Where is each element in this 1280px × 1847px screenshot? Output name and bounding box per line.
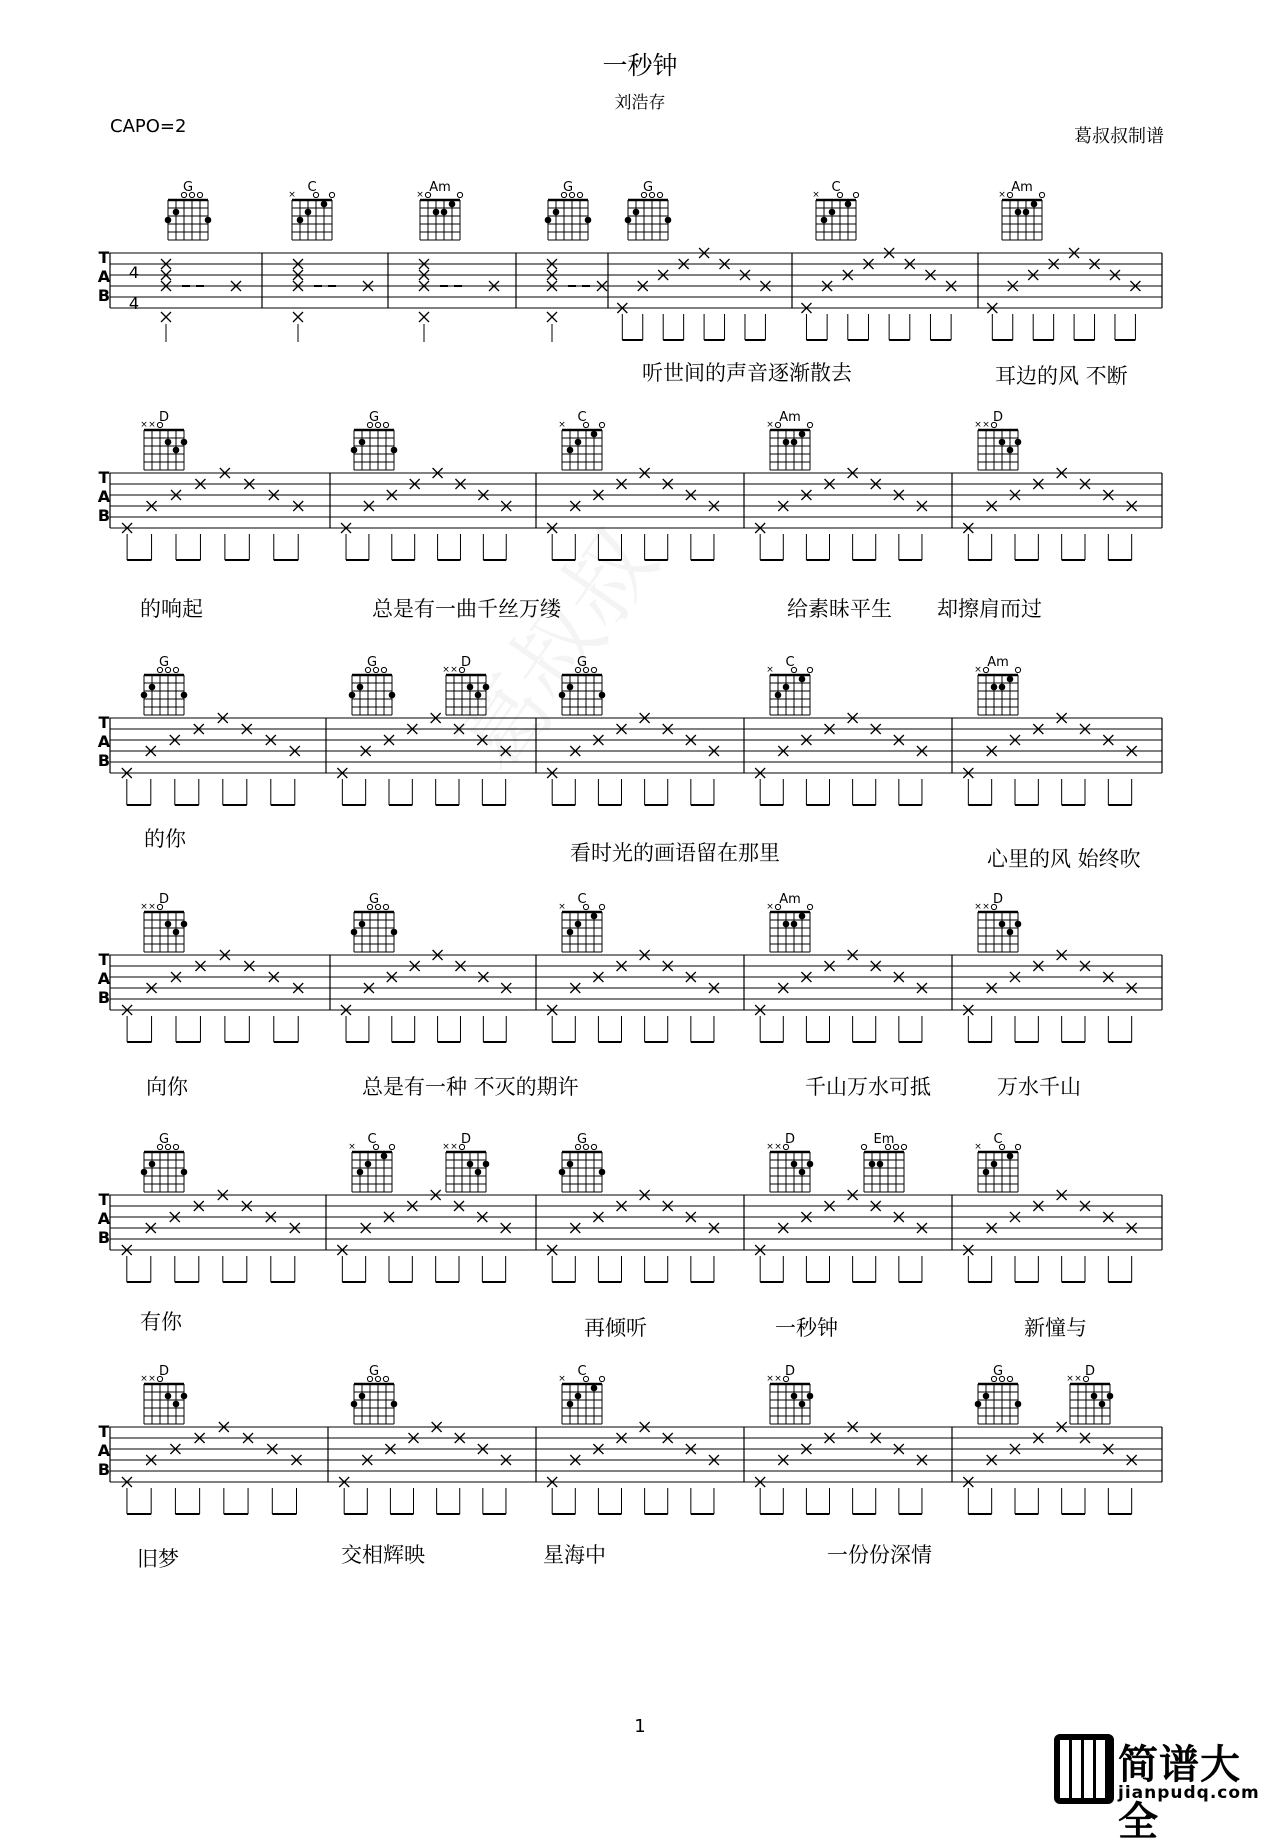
chord-open-mark bbox=[901, 1144, 906, 1149]
chord-finger-dot bbox=[181, 692, 188, 699]
tab-clef-letter: A bbox=[97, 1441, 111, 1460]
chord-finger-dot bbox=[467, 684, 474, 691]
chord-finger-dot bbox=[205, 217, 212, 224]
chord-finger-dot bbox=[791, 439, 798, 446]
chord-mute-mark: × bbox=[982, 420, 990, 430]
chord-finger-dot bbox=[1015, 1401, 1022, 1408]
logo-text: 简谱大全 bbox=[1118, 1742, 1241, 1845]
chord-open-mark bbox=[577, 192, 582, 197]
chord-finger-dot bbox=[591, 913, 598, 920]
chord-mute-mark: × bbox=[288, 190, 296, 200]
chord-name: D bbox=[992, 410, 1004, 425]
chord-finger-dot bbox=[149, 684, 156, 691]
chord-name: D bbox=[1084, 1364, 1096, 1379]
tab-clef-letter: A bbox=[97, 267, 111, 286]
chord-open-mark bbox=[383, 1376, 388, 1381]
lyric-line: 总是有一曲千丝万缕 bbox=[372, 597, 561, 621]
chord-finger-dot bbox=[783, 439, 790, 446]
chord-finger-dot bbox=[359, 1393, 366, 1400]
tab-clef-letter: B bbox=[97, 988, 111, 1007]
chord-finger-dot bbox=[783, 684, 790, 691]
chord-finger-dot bbox=[1007, 447, 1014, 454]
chord-finger-dot bbox=[141, 692, 148, 699]
chord-name: G bbox=[576, 1132, 588, 1147]
chord-name: G bbox=[576, 655, 588, 670]
chord-open-mark bbox=[599, 904, 604, 909]
tab-clef-letter: T bbox=[98, 713, 110, 732]
page-number: 1 bbox=[634, 1716, 646, 1737]
lyric-line: 的你 bbox=[144, 827, 186, 851]
chord-finger-dot bbox=[877, 1161, 884, 1168]
chord-finger-dot bbox=[433, 209, 440, 216]
chord-open-mark bbox=[173, 1144, 178, 1149]
chord-open-mark bbox=[197, 192, 202, 197]
chord-finger-dot bbox=[141, 1169, 148, 1176]
chord-open-mark bbox=[807, 667, 812, 672]
lyric-line: 耳边的风 不断 bbox=[995, 364, 1128, 388]
chord-finger-dot bbox=[599, 1169, 606, 1176]
chord-open-mark bbox=[1015, 1144, 1020, 1149]
chord-finger-dot bbox=[807, 1393, 814, 1400]
chord-mute-mark: × bbox=[442, 665, 450, 675]
chord-finger-dot bbox=[791, 1161, 798, 1168]
chord-finger-dot bbox=[181, 1169, 188, 1176]
lyric-line: 再倾听 bbox=[584, 1316, 647, 1340]
chord-finger-dot bbox=[483, 684, 490, 691]
chord-name: C bbox=[577, 410, 587, 425]
chord-finger-dot bbox=[567, 1161, 574, 1168]
lyric-line: 听世间的声音逐渐散去 bbox=[642, 361, 852, 385]
tab-clef-letter: A bbox=[97, 969, 111, 988]
chord-finger-dot bbox=[599, 692, 606, 699]
chord-finger-dot bbox=[575, 921, 582, 928]
chord-finger-dot bbox=[149, 1161, 156, 1168]
chord-finger-dot bbox=[775, 692, 782, 699]
chord-finger-dot bbox=[799, 676, 806, 683]
chord-finger-dot bbox=[391, 929, 398, 936]
chord-open-mark bbox=[457, 192, 462, 197]
chord-name: D bbox=[784, 1132, 796, 1147]
chord-name: Am bbox=[779, 410, 801, 425]
chord-open-mark bbox=[853, 192, 858, 197]
chord-open-mark bbox=[1007, 192, 1012, 197]
tab-clef-letter: T bbox=[98, 1190, 110, 1209]
chord-finger-dot bbox=[585, 217, 592, 224]
tab-clef-letter: T bbox=[98, 468, 110, 487]
chord-open-mark bbox=[591, 667, 596, 672]
chord-finger-dot bbox=[799, 431, 806, 438]
chord-open-mark bbox=[775, 422, 780, 427]
chord-finger-dot bbox=[1007, 676, 1014, 683]
lyric-line: 新憧与 bbox=[1024, 1316, 1087, 1340]
chord-name: Am bbox=[1011, 180, 1033, 195]
chord-name: G bbox=[158, 655, 170, 670]
chord-finger-dot bbox=[553, 209, 560, 216]
chord-mute-mark: × bbox=[766, 1142, 774, 1152]
chord-mute-mark: × bbox=[558, 420, 566, 430]
chord-finger-dot bbox=[391, 1401, 398, 1408]
chord-finger-dot bbox=[791, 921, 798, 928]
tab-clef-letter: B bbox=[97, 506, 111, 525]
chord-open-mark bbox=[383, 422, 388, 427]
chord-finger-dot bbox=[165, 217, 172, 224]
tab-note bbox=[419, 312, 429, 322]
chord-mute-mark: × bbox=[140, 902, 148, 912]
chord-open-mark bbox=[1007, 1376, 1012, 1381]
chord-finger-dot bbox=[365, 1161, 372, 1168]
chord-open-mark bbox=[983, 667, 988, 672]
chord-finger-dot bbox=[165, 921, 172, 928]
chord-open-mark bbox=[1015, 667, 1020, 672]
chord-name: Am bbox=[987, 655, 1009, 670]
lyric-line: 给素昧平生 bbox=[787, 597, 892, 621]
chord-finger-dot bbox=[351, 447, 358, 454]
chord-open-mark bbox=[807, 904, 812, 909]
chord-mute-mark: × bbox=[348, 1142, 356, 1152]
chord-finger-dot bbox=[359, 921, 366, 928]
chord-finger-dot bbox=[799, 913, 806, 920]
chord-finger-dot bbox=[1031, 201, 1038, 208]
chord-finger-dot bbox=[567, 684, 574, 691]
chord-finger-dot bbox=[999, 921, 1006, 928]
chord-finger-dot bbox=[559, 692, 566, 699]
chord-finger-dot bbox=[165, 1393, 172, 1400]
chord-finger-dot bbox=[181, 439, 188, 446]
chord-mute-mark: × bbox=[140, 420, 148, 430]
chord-finger-dot bbox=[391, 447, 398, 454]
logo-url: jianpudq.com bbox=[1118, 1783, 1260, 1803]
chord-finger-dot bbox=[297, 217, 304, 224]
chord-finger-dot bbox=[181, 921, 188, 928]
chord-mute-mark: × bbox=[140, 1374, 148, 1384]
chord-finger-dot bbox=[483, 1161, 490, 1168]
chord-name: C bbox=[831, 180, 841, 195]
lyric-line: 心里的风 始终吹 bbox=[987, 847, 1141, 871]
chord-finger-dot bbox=[545, 217, 552, 224]
chord-name: D bbox=[158, 892, 170, 907]
tab-clef-letter: A bbox=[97, 487, 111, 506]
lyric-line: 千山万水可抵 bbox=[805, 1075, 931, 1099]
chord-finger-dot bbox=[357, 1169, 364, 1176]
chord-finger-dot bbox=[1015, 921, 1022, 928]
chord-finger-dot bbox=[665, 217, 672, 224]
chord-mute-mark: × bbox=[148, 1374, 156, 1384]
chord-finger-dot bbox=[783, 921, 790, 928]
chord-finger-dot bbox=[305, 209, 312, 216]
chord-finger-dot bbox=[475, 1169, 482, 1176]
chord-open-mark bbox=[329, 192, 334, 197]
chord-name: G bbox=[992, 1364, 1004, 1379]
chord-mute-mark: × bbox=[442, 1142, 450, 1152]
chord-mute-mark: × bbox=[774, 1374, 782, 1384]
chord-finger-dot bbox=[389, 692, 396, 699]
chord-finger-dot bbox=[173, 1401, 180, 1408]
chord-finger-dot bbox=[575, 1393, 582, 1400]
chord-finger-dot bbox=[999, 684, 1006, 691]
lyric-line: 旧梦 bbox=[137, 1547, 179, 1571]
chord-name: D bbox=[992, 892, 1004, 907]
song-title: 一秒钟 bbox=[602, 51, 678, 80]
chord-name: Am bbox=[429, 180, 451, 195]
chord-finger-dot bbox=[181, 1393, 188, 1400]
chord-name: D bbox=[784, 1364, 796, 1379]
chord-finger-dot bbox=[1007, 929, 1014, 936]
chord-open-mark bbox=[599, 422, 604, 427]
lyric-line: 星海中 bbox=[543, 1543, 606, 1567]
chord-mute-mark: × bbox=[766, 420, 774, 430]
chord-name: C bbox=[993, 1132, 1003, 1147]
chord-mute-mark: × bbox=[766, 665, 774, 675]
chord-name: D bbox=[158, 410, 170, 425]
arranger-credit: 葛叔叔制谱 bbox=[1074, 126, 1164, 147]
tab-clef-letter: B bbox=[97, 286, 111, 305]
chord-finger-dot bbox=[1023, 209, 1030, 216]
chord-name: C bbox=[577, 892, 587, 907]
chord-mute-mark: × bbox=[558, 1374, 566, 1384]
tab-note bbox=[293, 312, 303, 322]
chord-name: G bbox=[158, 1132, 170, 1147]
chord-name: G bbox=[562, 180, 574, 195]
chord-open-mark bbox=[425, 192, 430, 197]
chord-name: G bbox=[368, 892, 380, 907]
chord-finger-dot bbox=[173, 929, 180, 936]
tab-clef-letter: A bbox=[97, 732, 111, 751]
chord-mute-mark: × bbox=[416, 190, 424, 200]
chord-finger-dot bbox=[807, 1161, 814, 1168]
chord-mute-mark: × bbox=[766, 902, 774, 912]
tab-clef-letter: B bbox=[97, 751, 111, 770]
chord-mute-mark: × bbox=[974, 1142, 982, 1152]
chord-finger-dot bbox=[625, 217, 632, 224]
chord-finger-dot bbox=[575, 439, 582, 446]
chord-name: C bbox=[367, 1132, 377, 1147]
chord-finger-dot bbox=[173, 447, 180, 454]
chord-finger-dot bbox=[1015, 209, 1022, 216]
chord-finger-dot bbox=[799, 1401, 806, 1408]
chord-open-mark bbox=[389, 1144, 394, 1149]
chord-open-mark bbox=[383, 904, 388, 909]
chord-open-mark bbox=[591, 1144, 596, 1149]
chord-finger-dot bbox=[567, 1401, 574, 1408]
chord-mute-mark: × bbox=[982, 902, 990, 912]
chord-finger-dot bbox=[991, 684, 998, 691]
chord-mute-mark: × bbox=[450, 665, 458, 675]
chord-name: G bbox=[366, 655, 378, 670]
chord-mute-mark: × bbox=[148, 420, 156, 430]
chord-finger-dot bbox=[591, 431, 598, 438]
chord-open-mark bbox=[1039, 192, 1044, 197]
chord-finger-dot bbox=[567, 929, 574, 936]
chord-name: D bbox=[460, 655, 472, 670]
chord-mute-mark: × bbox=[148, 902, 156, 912]
chord-open-mark bbox=[807, 422, 812, 427]
lyric-line: 看时光的画语留在那里 bbox=[570, 841, 780, 865]
chord-finger-dot bbox=[975, 1401, 982, 1408]
lyric-line: 的响起 bbox=[140, 597, 203, 621]
chord-finger-dot bbox=[467, 1161, 474, 1168]
chord-open-mark bbox=[893, 1144, 898, 1149]
chord-open-mark bbox=[599, 1376, 604, 1381]
chord-mute-mark: × bbox=[974, 420, 982, 430]
lyric-line: 总是有一种 不灭的期许 bbox=[362, 1075, 579, 1099]
chord-open-mark bbox=[657, 192, 662, 197]
chord-finger-dot bbox=[983, 1393, 990, 1400]
chord-name: G bbox=[182, 180, 194, 195]
lyric-line: 向你 bbox=[146, 1075, 188, 1099]
tab-clef-letter: A bbox=[97, 1209, 111, 1228]
tab-clef-letter: T bbox=[98, 1422, 110, 1441]
chord-mute-mark: × bbox=[774, 1142, 782, 1152]
chord-name: G bbox=[368, 1364, 380, 1379]
tab-clef-letter: B bbox=[97, 1228, 111, 1247]
chord-mute-mark: × bbox=[1074, 1374, 1082, 1384]
chord-open-mark bbox=[173, 667, 178, 672]
lyric-line: 一份份深情 bbox=[827, 1543, 932, 1567]
chord-name: Em bbox=[873, 1132, 895, 1147]
time-signature: 4 bbox=[128, 294, 140, 313]
chord-finger-dot bbox=[1091, 1393, 1098, 1400]
tab-clef-letter: B bbox=[97, 1460, 111, 1479]
chord-finger-dot bbox=[357, 684, 364, 691]
chord-finger-dot bbox=[1015, 439, 1022, 446]
tab-clef-letter: T bbox=[98, 950, 110, 969]
chord-name: G bbox=[368, 410, 380, 425]
chord-name: Am bbox=[779, 892, 801, 907]
lyric-line: 一秒钟 bbox=[775, 1316, 838, 1340]
chord-finger-dot bbox=[869, 1161, 876, 1168]
lyric-line: 交相辉映 bbox=[341, 1543, 425, 1567]
chord-finger-dot bbox=[567, 447, 574, 454]
lyric-line: 万水千山 bbox=[997, 1075, 1081, 1099]
lyric-line: 有你 bbox=[140, 1310, 182, 1334]
chord-finger-dot bbox=[359, 439, 366, 446]
chord-name: C bbox=[577, 1364, 587, 1379]
tab-note bbox=[161, 312, 171, 322]
chord-finger-dot bbox=[983, 1169, 990, 1176]
chord-finger-dot bbox=[999, 439, 1006, 446]
chord-finger-dot bbox=[475, 692, 482, 699]
chord-mute-mark: × bbox=[998, 190, 1006, 200]
lyric-line: 却擦肩而过 bbox=[937, 597, 1042, 621]
chord-finger-dot bbox=[799, 1169, 806, 1176]
chord-finger-dot bbox=[381, 1153, 388, 1160]
chord-open-mark bbox=[861, 1144, 866, 1149]
chord-name: D bbox=[158, 1364, 170, 1379]
chord-finger-dot bbox=[441, 209, 448, 216]
chord-finger-dot bbox=[1107, 1393, 1114, 1400]
chord-mute-mark: × bbox=[974, 665, 982, 675]
artist-name: 刘浩存 bbox=[614, 93, 666, 113]
chord-finger-dot bbox=[351, 929, 358, 936]
chord-finger-dot bbox=[791, 1393, 798, 1400]
chord-name: C bbox=[785, 655, 795, 670]
chord-finger-dot bbox=[821, 217, 828, 224]
chord-mute-mark: × bbox=[558, 902, 566, 912]
chord-mute-mark: × bbox=[812, 190, 820, 200]
tab-clef-letter: T bbox=[98, 248, 110, 267]
chord-finger-dot bbox=[349, 692, 356, 699]
chord-finger-dot bbox=[991, 1161, 998, 1168]
capo-marking: CAPO=2 bbox=[110, 116, 187, 137]
chord-name: G bbox=[642, 180, 654, 195]
chord-open-mark bbox=[775, 904, 780, 909]
chord-name: D bbox=[460, 1132, 472, 1147]
chord-finger-dot bbox=[559, 1169, 566, 1176]
chord-mute-mark: × bbox=[974, 902, 982, 912]
chord-name: C bbox=[307, 180, 317, 195]
chord-mute-mark: × bbox=[766, 1374, 774, 1384]
chord-finger-dot bbox=[165, 439, 172, 446]
chord-mute-mark: × bbox=[450, 1142, 458, 1152]
time-signature: 4 bbox=[128, 263, 140, 282]
chord-finger-dot bbox=[449, 201, 456, 208]
chord-finger-dot bbox=[633, 209, 640, 216]
chord-mute-mark: × bbox=[1066, 1374, 1074, 1384]
chord-finger-dot bbox=[321, 201, 328, 208]
tab-note bbox=[547, 312, 557, 322]
chord-finger-dot bbox=[1099, 1401, 1106, 1408]
chord-finger-dot bbox=[591, 1385, 598, 1392]
chord-finger-dot bbox=[351, 1401, 358, 1408]
chord-open-mark bbox=[381, 667, 386, 672]
chord-finger-dot bbox=[845, 201, 852, 208]
chord-finger-dot bbox=[173, 209, 180, 216]
chord-finger-dot bbox=[1007, 1153, 1014, 1160]
chord-finger-dot bbox=[829, 209, 836, 216]
